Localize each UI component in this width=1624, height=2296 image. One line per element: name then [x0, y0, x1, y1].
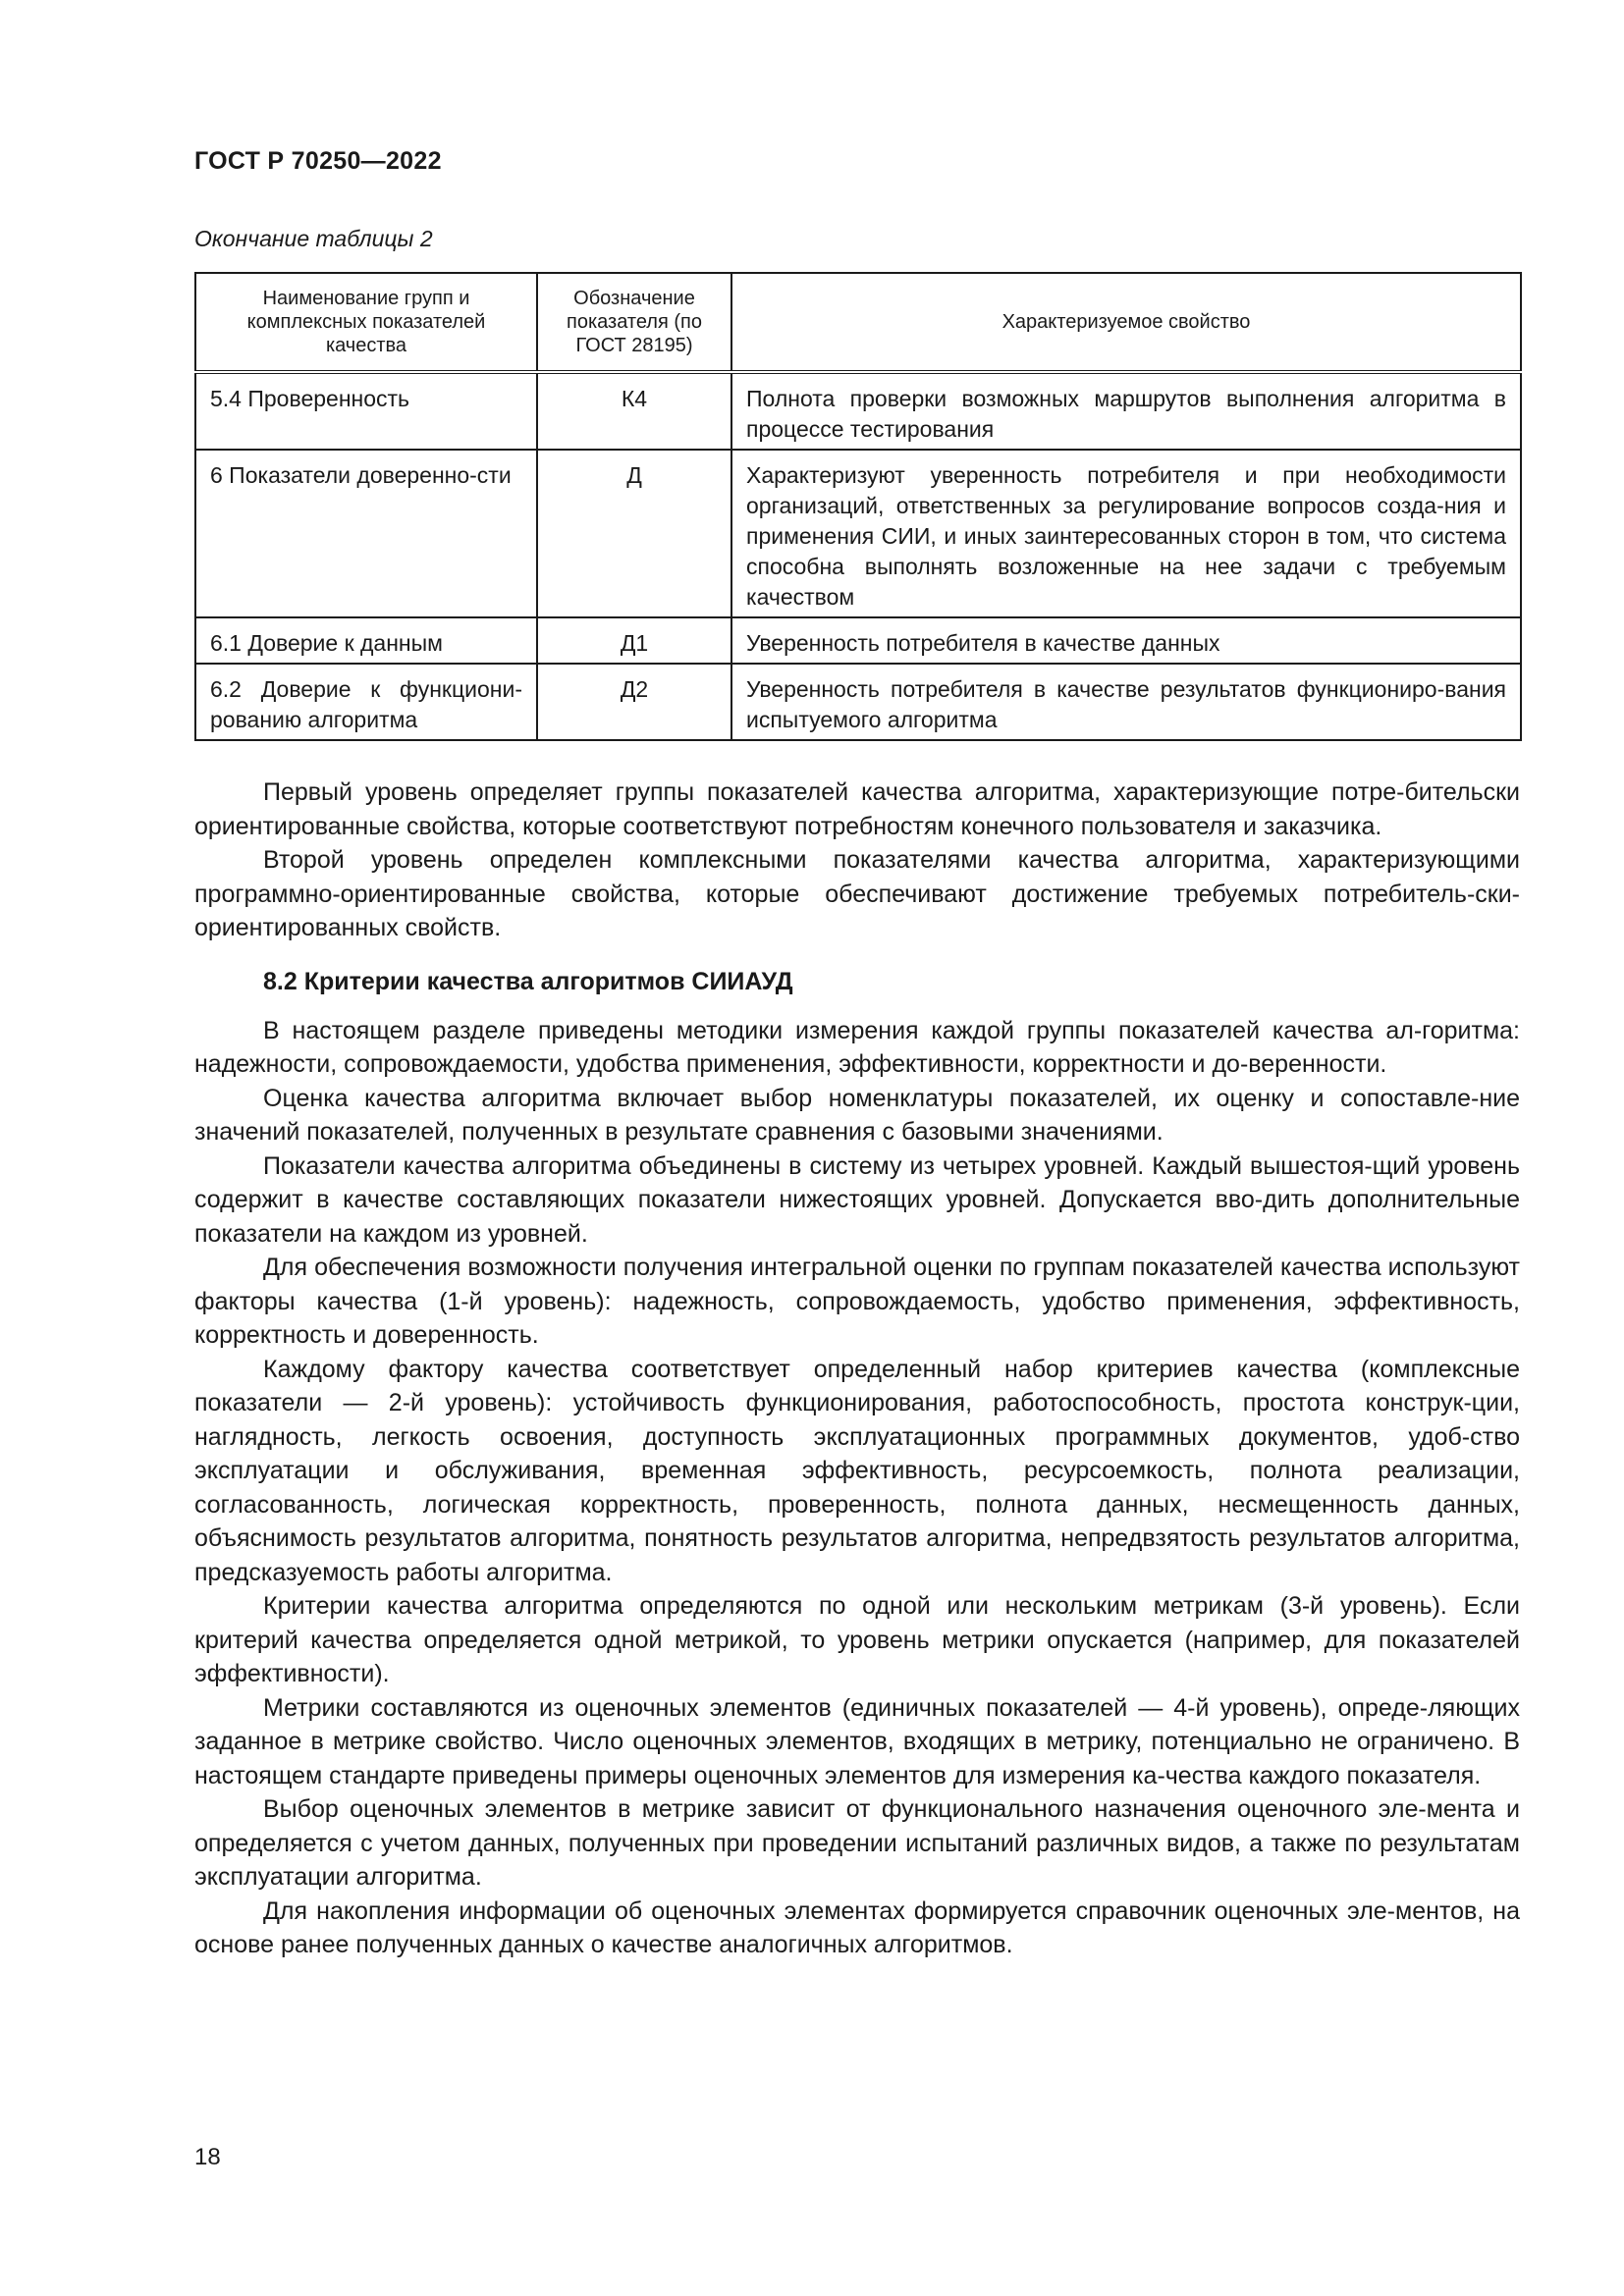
row-designation: Д [537, 450, 731, 617]
document-header: ГОСТ Р 70250—2022 [194, 147, 442, 175]
section-paragraph: Каждому фактору качества соответствует определенный набор критериев качества (комплексные показатели — 2-й уровень): устойчивость функционирования, работоспособность, простота конструк-ции, наглядность, легкость освоения, доступность эксплуатационных программных документов, удоб-ство эксплуатации и обслуживания, временная эффективность, ресурсоемкость, полнота реализации, согласованность, логическая корректность, проверенность, полнота данных, несмещенность данных, объяснимость результатов алгоритма, понятность результатов алгоритма, непредвзятость результатов алгоритма, предсказуемость работы алгоритма. [194, 1355, 1520, 1586]
row-group-name: 6.1 Доверие к данным [195, 617, 537, 664]
column-header-designation: Обозначение показателя (по ГОСТ 28195) [537, 273, 731, 372]
section-paragraph: В настоящем разделе приведены методики измерения каждой группы показателей качества ал-горитма: надежности, сопровождаемости, удобства применения, эффективности, корректности и до-веренности. [194, 1016, 1520, 1078]
section-paragraph: Для накопления информации об оценочных элементах формируется справочник оценочных эле-ментов, на основе ранее полученных данных о качестве аналогичных алгоритмов. [194, 1896, 1520, 1958]
section-paragraph: Показатели качества алгоритма объединены в систему из четырех уровней. Каждый вышестоя-щий уровень содержит в качестве составляющих показатели нижестоящих уровней. Допускается вво-дить дополнительные показатели на каждом из уровней. [194, 1151, 1520, 1248]
table-row [195, 664, 1521, 740]
page-number: 18 [194, 2144, 221, 2170]
section-paragraph: Выбор оценочных элементов в метрике зависит от функционального назначения оценочного эле-мента и определяется с учетом данных, полученных при проведении испытаний различных видов, а также по результатам эксплуатации алгоритма. [194, 1795, 1520, 1891]
row-designation: К4 [537, 372, 731, 450]
section-paragraph: Метрики составляются из оценочных элементов (единичных показателей — 4-й уровень), опреде-ляющих заданное в метрике свойство. Число оценочных элементов, входящих в метрику, потенциально не ограничено. В настоящем стандарте приведены примеры оценочных элементов для измерения ка-чества каждого показателя. [194, 1693, 1520, 1789]
section-paragraph: Для обеспечения возможности получения интегральной оценки по группам показателей качества используют факторы качества (1-й уровень): надежность, сопровождаемость, удобство применения, эффективность, корректность и доверенность. [194, 1254, 1520, 1349]
row-designation: Д2 [537, 664, 731, 740]
column-header-group-name: Наименование групп и комплексных показателей качества [195, 273, 537, 372]
row-property: Уверенность потребителя в качестве результатов функциониро-вания испытуемого алгоритма [731, 664, 1521, 740]
section-paragraph: Оценка качества алгоритма включает выбор номенклатуры показателей, их оценку и сопоставле-ние значений показателей, полученных в результате сравнения с базовыми значениями. [194, 1084, 1520, 1146]
section-paragraph: Критерии качества алгоритма определяются по одной или нескольким метрикам (3-й уровень). Если критерий качества определяется одной метрикой, то уровень метрики опускается (например, для показателей эффективности). [194, 1592, 1520, 1687]
row-property: Характеризуют уверенность потребителя и при необходимости организаций, ответственных за регулирование вопросов созда-ния и применения СИИ, и иных заинтересованных сторон в том, что система способна выполнять возложенные на нее задачи с требуемым качеством [731, 450, 1521, 617]
table-row [195, 617, 1521, 664]
intro-paragraph: Второй уровень определен комплексными показателями качества алгоритма, характеризующими программно-ориентированные свойства, которые обеспечивают достижение требуемых потребитель-ски-ориентированных свойств. [194, 846, 1520, 941]
row-group-name: 6.2 Доверие к функциони-рованию алгоритма [195, 664, 537, 740]
row-group-name: 6 Показатели доверенно-сти [195, 450, 537, 617]
row-group-name: 5.4 Проверенность [195, 372, 537, 450]
row-property: Уверенность потребителя в качестве данных [731, 617, 1521, 664]
column-header-property: Характеризуемое свойство [731, 273, 1521, 372]
body-text [194, 775, 1520, 1962]
indicators-table [194, 272, 1522, 741]
table-row [195, 450, 1521, 617]
table-caption: Окончание таблицы 2 [194, 226, 433, 251]
section-heading: 8.2 Критерии качества алгоритмов СИИАУД [263, 967, 793, 995]
table-row [195, 372, 1521, 450]
intro-paragraph: Первый уровень определяет группы показателей качества алгоритма, характеризующие потре-бительски ориентированные свойства, которые соответствуют потребностям конечного пользователя и заказчика. [194, 778, 1520, 840]
row-property: Полнота проверки возможных маршрутов выполнения алгоритма в процессе тестирования [731, 372, 1521, 450]
table-header-row [195, 273, 1521, 372]
row-designation: Д1 [537, 617, 731, 664]
